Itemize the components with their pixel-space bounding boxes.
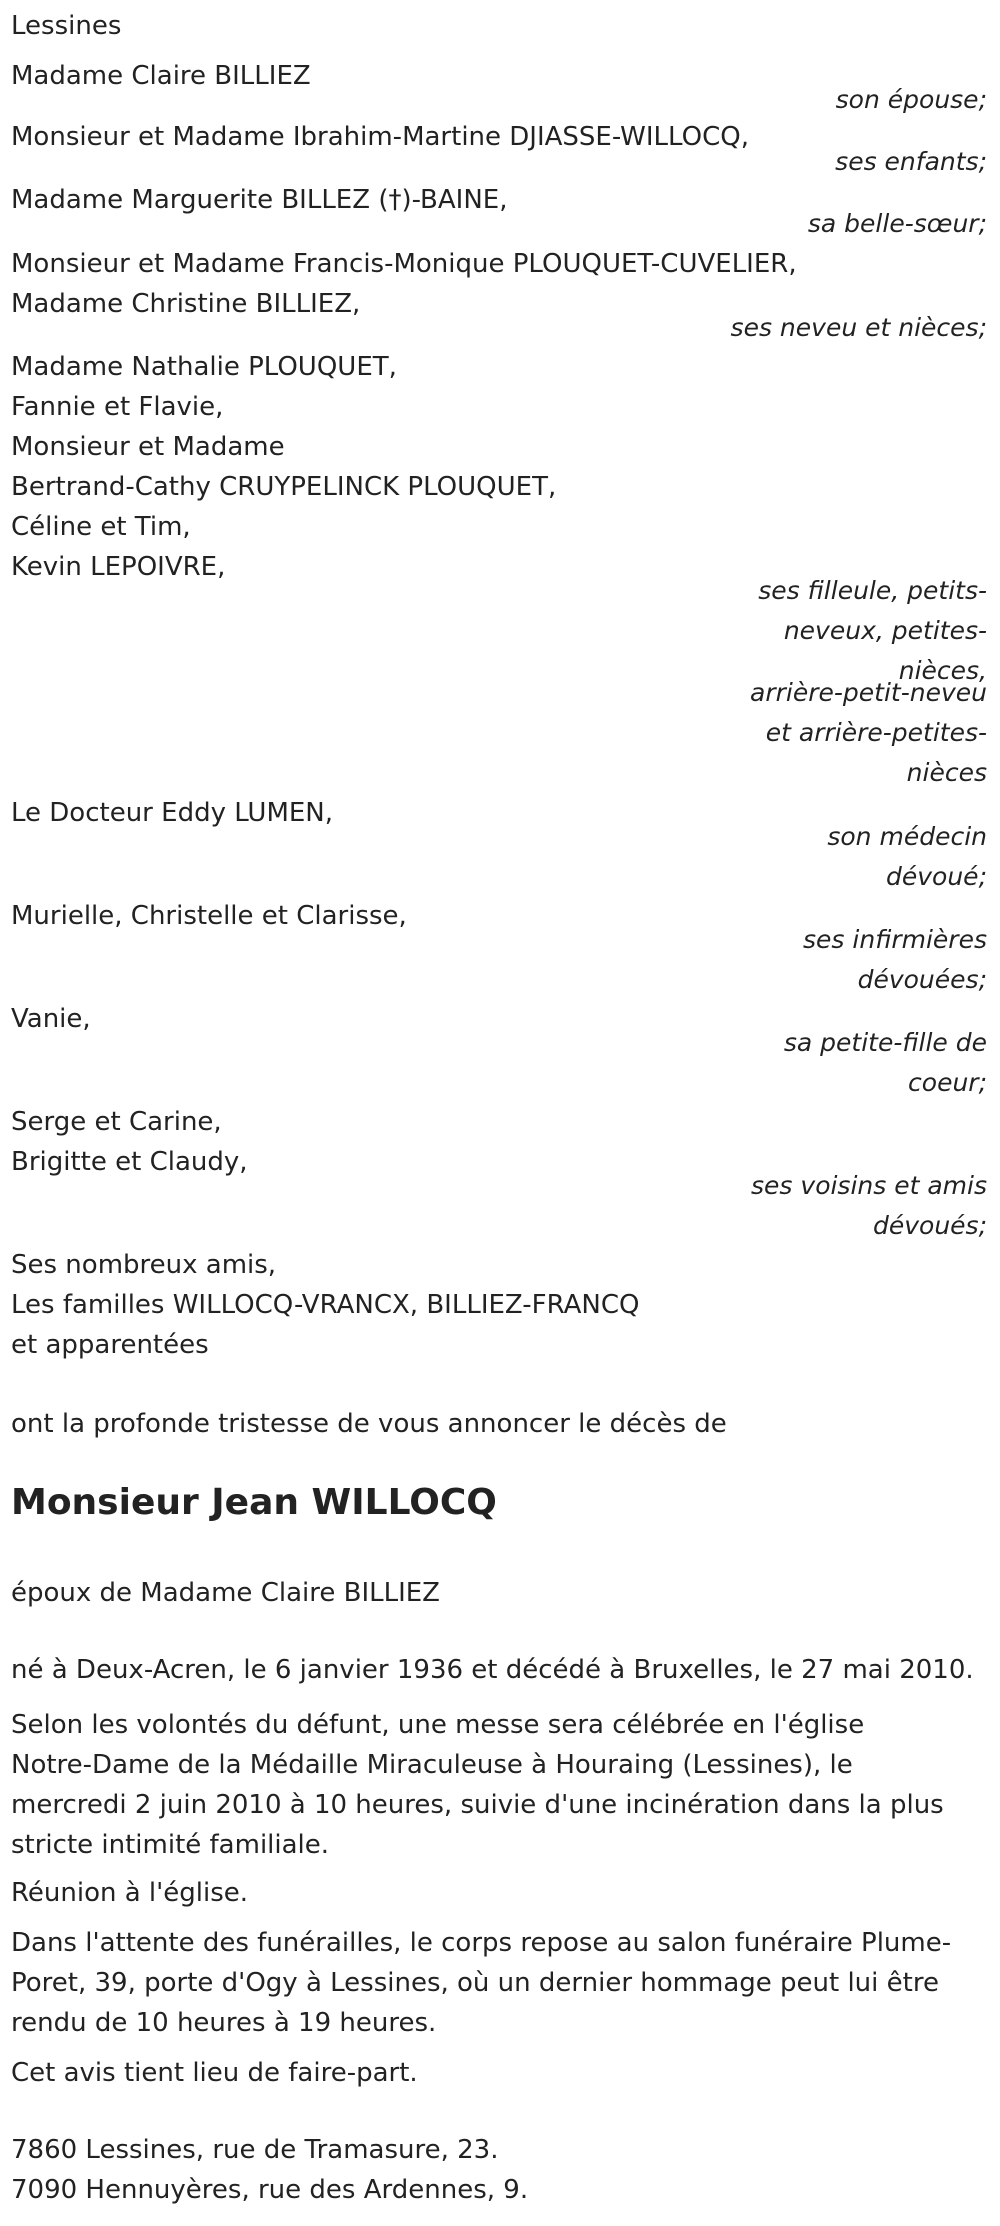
family-name-line: Vanie, — [11, 1004, 91, 1034]
friends-line: et apparentées — [11, 1330, 209, 1360]
notice-line: Cet avis tient lieu de faire-part. — [11, 2058, 418, 2088]
relation-line: ses neveu et nièces; — [730, 313, 987, 342]
relation-line: dévoué; — [886, 862, 987, 891]
relation-line: neveux, petites- — [783, 616, 987, 645]
relation-line: sa petite-fille de — [783, 1028, 987, 1057]
relation-line: coeur; — [908, 1068, 987, 1097]
family-name-line: Bertrand-Cathy CRUYPELINCK PLOUQUET, — [11, 472, 557, 502]
family-name-line: Serge et Carine, — [11, 1107, 222, 1137]
relation-line: dévouées; — [857, 965, 987, 994]
mass-paragraph-line: stricte intimité familiale. — [11, 1830, 330, 1860]
family-name-line: Monsieur et Madame Ibrahim-Martine DJIASSE-WILLOCQ, — [11, 122, 749, 152]
relation-line: son médecin — [827, 822, 987, 851]
relation-line: ses infirmières — [803, 925, 987, 954]
relation-line: et arrière-petites- — [765, 718, 987, 747]
family-name-line: Madame Marguerite BILLEZ (†)-BAINE, — [11, 185, 508, 215]
relation-line: son épouse; — [835, 85, 987, 114]
relation-line: arrière-petit-neveu — [750, 678, 987, 707]
relation-line: ses enfants; — [835, 147, 987, 176]
deceased-name: Monsieur Jean WILLOCQ — [11, 1482, 497, 1523]
address-line: 7090 Hennuyères, rue des Ardennes, 9. — [11, 2175, 529, 2205]
relation-line: ses filleule, petits- — [758, 576, 987, 605]
family-name-line: Fannie et Flavie, — [11, 392, 224, 422]
mass-paragraph-line: Notre-Dame de la Médaille Miraculeuse à Houraing (Lessines), le — [11, 1750, 853, 1780]
mass-paragraph-line: Selon les volontés du défunt, une messe sera célébrée en l'église — [11, 1710, 865, 1740]
address-line: 7860 Lessines, rue de Tramasure, 23. — [11, 2135, 499, 2165]
wake-paragraph-line: Dans l'attente des funérailles, le corps repose au salon funéraire Plume- — [11, 1928, 952, 1958]
location-line: Lessines — [11, 11, 122, 41]
wake-paragraph-line: rendu de 10 heures à 19 heures. — [11, 2008, 437, 2038]
family-name-line: Madame Christine BILLIEZ, — [11, 289, 361, 319]
relation-line: nièces — [906, 758, 987, 787]
relation-line: nièces, — [898, 656, 987, 685]
mass-paragraph-line: mercredi 2 juin 2010 à 10 heures, suivie d'une incinération dans la plus — [11, 1790, 944, 1820]
spouse-line: époux de Madame Claire BILLIEZ — [11, 1578, 440, 1608]
announcement-text: ont la profonde tristesse de vous annoncer le décès de — [11, 1409, 727, 1439]
family-name-line: Kevin LEPOIVRE, — [11, 552, 226, 582]
family-name-line: Murielle, Christelle et Clarisse, — [11, 901, 407, 931]
family-name-line: Monsieur et Madame — [11, 432, 285, 462]
friends-line: Ses nombreux amis, — [11, 1250, 277, 1280]
family-name-line: Le Docteur Eddy LUMEN, — [11, 798, 334, 828]
family-name-line: Madame Nathalie PLOUQUET, — [11, 352, 397, 382]
wake-paragraph-line: Poret, 39, porte d'Ogy à Lessines, où un dernier hommage peut lui être — [11, 1968, 939, 1998]
relation-line: dévoués; — [872, 1211, 987, 1240]
meeting-line: Réunion à l'église. — [11, 1878, 249, 1908]
birth-death-line: né à Deux-Acren, le 6 janvier 1936 et décédé à Bruxelles, le 27 mai 2010. — [11, 1655, 974, 1685]
family-name-line: Céline et Tim, — [11, 512, 191, 542]
relation-line: sa belle-sœur; — [807, 209, 987, 238]
friends-line: Les familles WILLOCQ-VRANCX, BILLIEZ-FRANCQ — [11, 1290, 640, 1320]
relation-line: ses voisins et amis — [751, 1171, 987, 1200]
family-name-line: Madame Claire BILLIEZ — [11, 61, 311, 91]
family-name-line: Brigitte et Claudy, — [11, 1147, 248, 1177]
family-name-line: Monsieur et Madame Francis-Monique PLOUQUET-CUVELIER, — [11, 249, 797, 279]
